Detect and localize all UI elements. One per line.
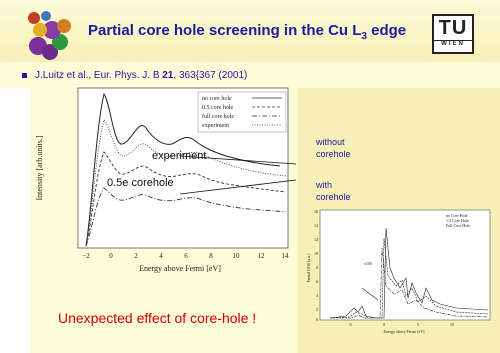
main-x-axis-label: Energy above Fermi [eV]	[139, 264, 221, 273]
inset-y-tick-6: 6	[316, 279, 318, 284]
x-tick-14: 14	[281, 252, 289, 260]
legend-half-core-hole: 0.5 core hole	[202, 105, 234, 111]
main-y-axis-label: Intensity [arb.units.]	[35, 135, 44, 201]
annotation-experiment: experiment	[152, 150, 207, 162]
inset-x-tick-0: 0	[383, 322, 385, 327]
x-tick-10: 10	[232, 252, 240, 260]
inset-y-tick-0: 0	[316, 317, 318, 322]
inset-legend-full-core-hole: Full Core Hole	[446, 223, 470, 228]
annotation-with-corehole: with corehole	[316, 180, 351, 202]
legend-experiment: experiment	[202, 123, 229, 129]
inset-legend-no-core-hole: no Core Hole	[446, 213, 468, 218]
inset-y-tick-16: 16	[314, 209, 318, 214]
legend-full-core-hole: full core hole	[202, 114, 234, 120]
inset-dos-chart	[306, 208, 492, 336]
wien-logo-word: WIEN	[434, 40, 472, 47]
conclusion-text: Unexpected effect of core-hole !	[58, 310, 257, 326]
tu-logo-letters: TU	[438, 17, 468, 39]
inset-y-tick-4: 4	[316, 293, 318, 298]
x-tick-4: 4	[159, 252, 163, 260]
inset-y-tick-2: 2	[316, 307, 318, 312]
slide-title: Partial core hole screening in the Cu $L_3$ edge	[88, 22, 407, 42]
inset-y-tick-12: 12	[314, 237, 318, 242]
inset-x-tick-m5: -5	[348, 322, 352, 327]
inset-x-axis-label: Energy above Fermi [eV]	[383, 329, 425, 334]
inset-x-tick-10: 10	[450, 322, 454, 327]
inset-y-tick-14: 14	[314, 223, 318, 228]
x-tick-8: 8	[209, 252, 213, 260]
legend-no-core-hole: no core hole	[202, 96, 232, 102]
annotation-half-corehole: 0.5e corehole	[107, 177, 174, 189]
atom-cluster-logo	[20, 8, 80, 62]
x-tick-m2: −2	[82, 252, 90, 260]
bullet-icon	[22, 73, 27, 78]
x-tick-0: 0	[109, 252, 113, 260]
main-chart	[30, 88, 298, 313]
inset-x-tick-5: 5	[417, 322, 419, 327]
inset-y-axis-label: Partial DOS [a.u.]	[306, 253, 311, 283]
annotation-without-corehole: without corehole	[316, 137, 351, 159]
reference-bullet: J.Luitz et al., Eur. Phys. J. B 21, 363{367 (2001)	[22, 70, 247, 81]
inset-y-tick-10: 10	[314, 251, 318, 256]
x-tick-12: 12	[257, 252, 265, 260]
x-tick-6: 6	[184, 252, 188, 260]
inset-legend-half-core-hole: 1/2 Core Hole	[446, 218, 469, 223]
tu-wien-logo	[432, 14, 474, 54]
inset-scale-note: x100	[364, 261, 372, 266]
inset-y-tick-8: 8	[316, 265, 318, 270]
x-tick-2: 2	[134, 252, 138, 260]
